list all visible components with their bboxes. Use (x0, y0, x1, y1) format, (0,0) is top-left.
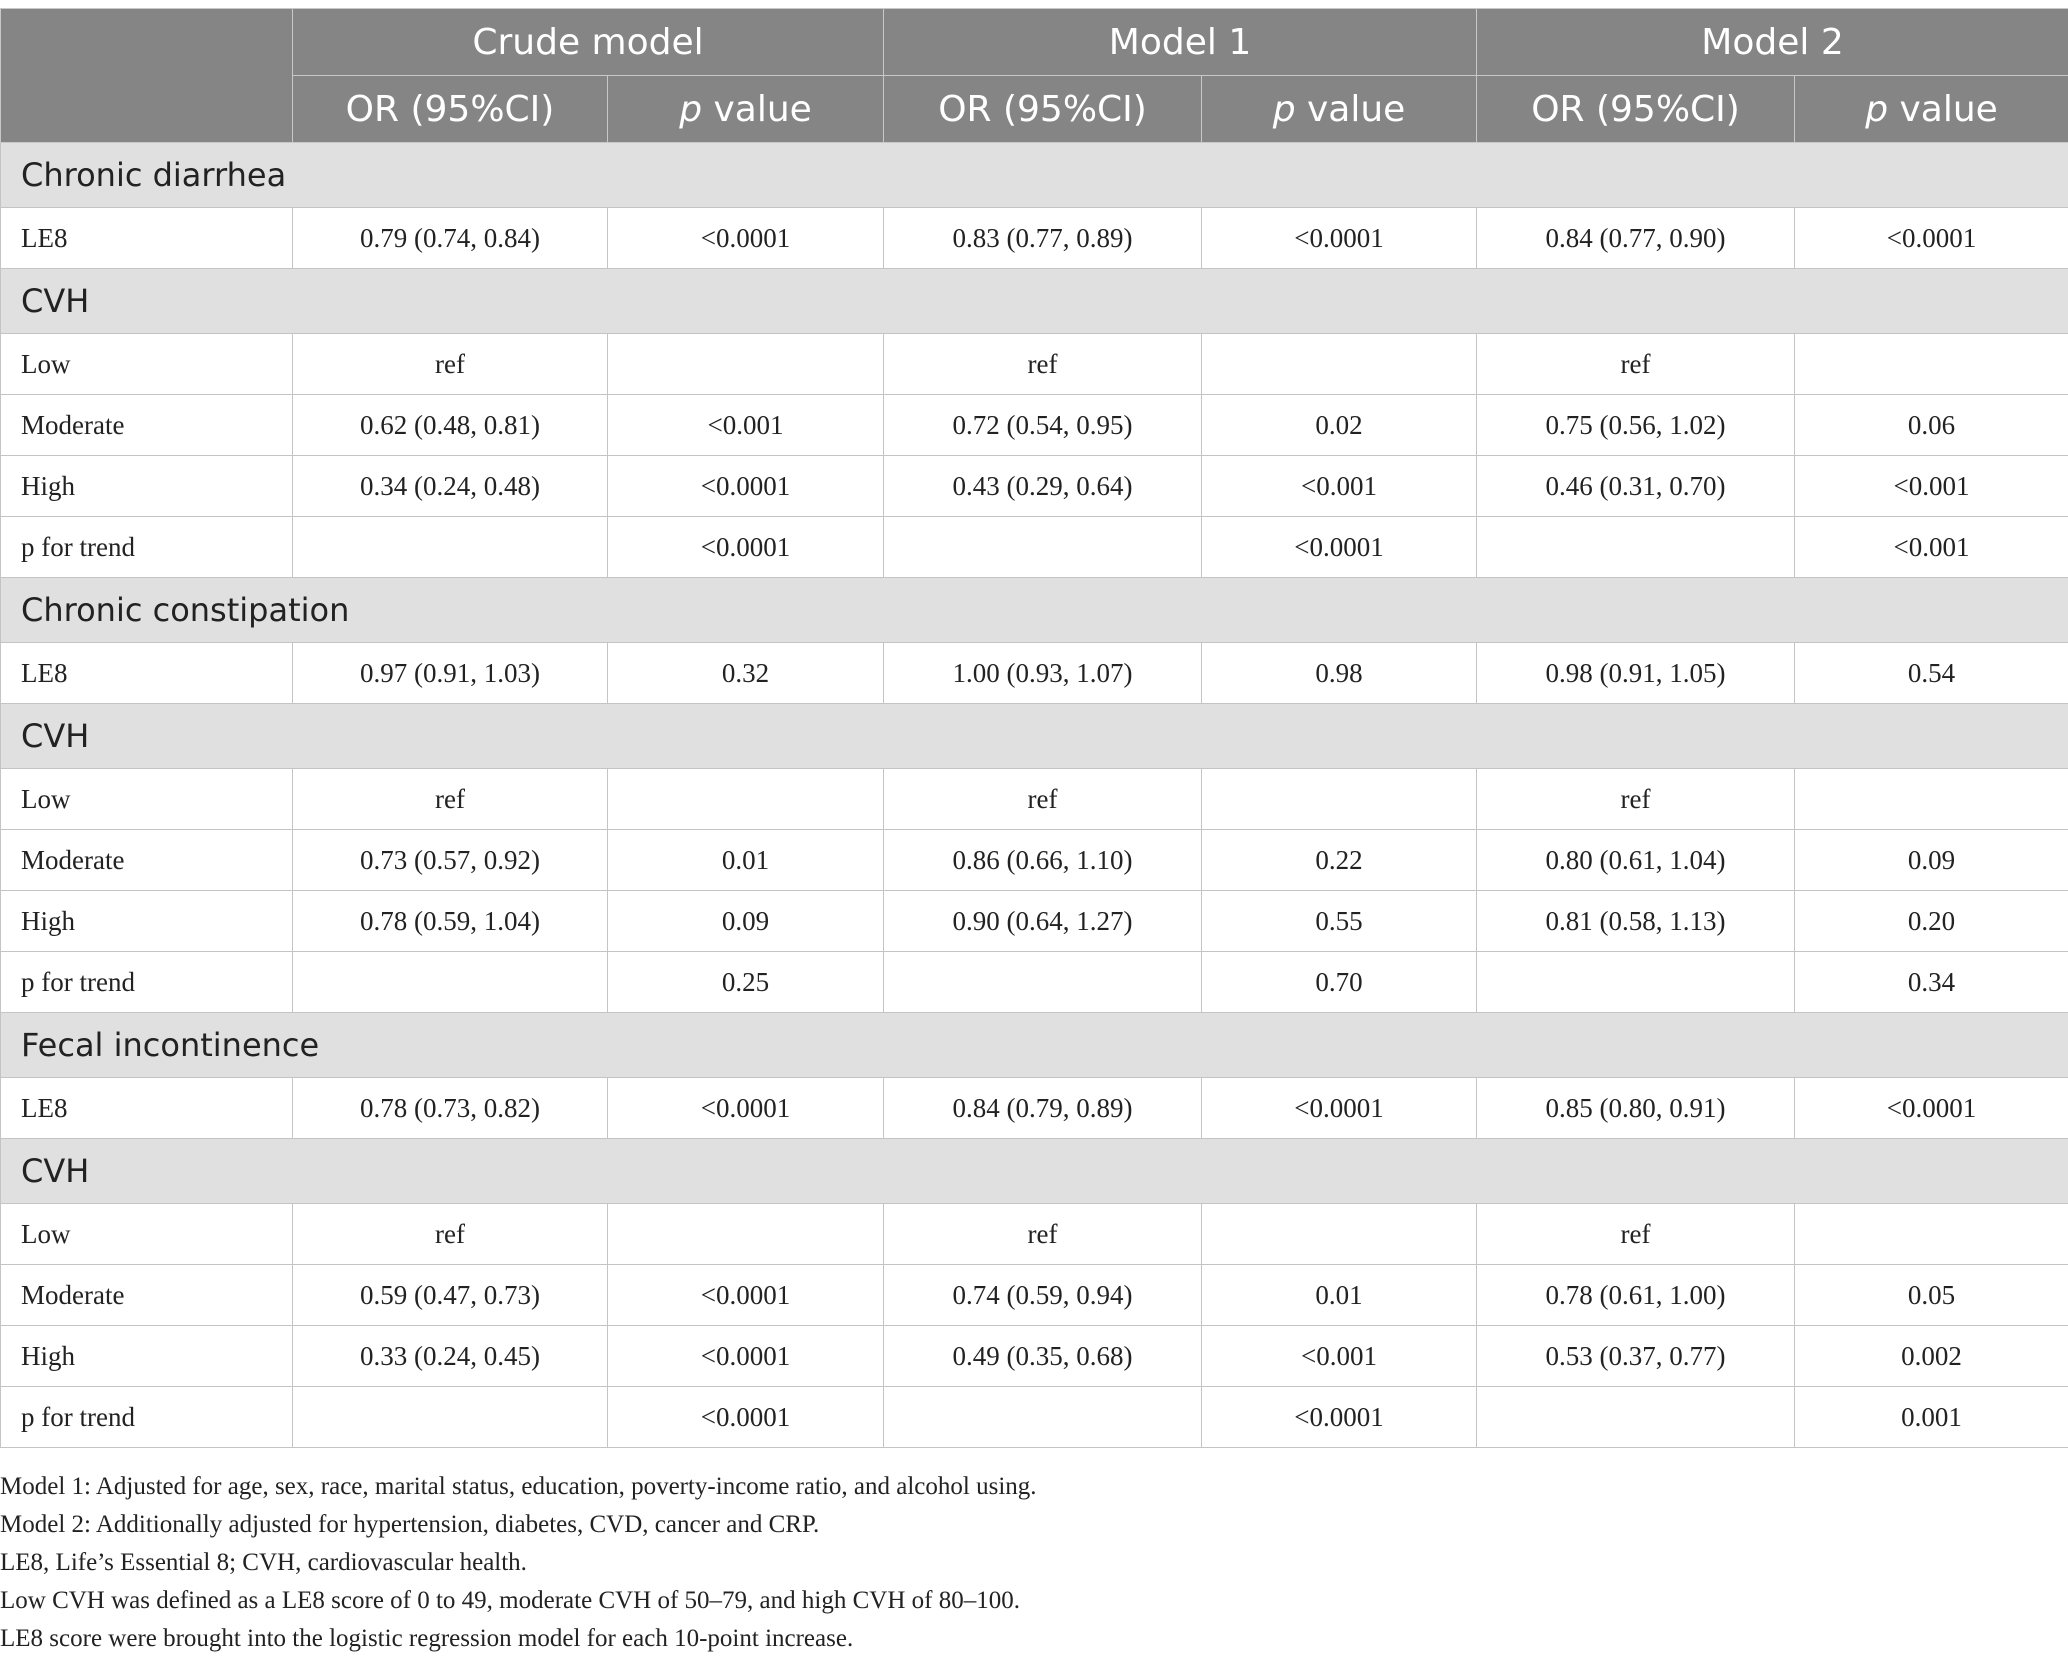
header-model-2: Model 2 (1477, 9, 2068, 76)
p-value-cell: 0.32 (608, 643, 884, 704)
section-row (1, 1139, 2068, 1204)
section-title: Chronic diarrhea (1, 143, 2068, 208)
header-crude-model: Crude model (293, 9, 884, 76)
p-value-cell: 0.54 (1795, 643, 2068, 704)
header-or-ci: OR (95%CI) (884, 76, 1202, 143)
or-ci-cell: 0.90 (0.64, 1.27) (884, 891, 1202, 952)
header-or-ci: OR (95%CI) (293, 76, 608, 143)
table-row (1, 952, 2068, 1013)
section-title: CVH (1, 269, 2068, 334)
or-ci-cell: 0.97 (0.91, 1.03) (293, 643, 608, 704)
header-p-value (608, 76, 884, 143)
p-value-cell: 0.55 (1202, 891, 1477, 952)
or-ci-cell (1477, 1387, 1795, 1448)
p-value-cell (1795, 334, 2068, 395)
table-row (1, 769, 2068, 830)
p-value-cell: 0.05 (1795, 1265, 2068, 1326)
header-p-rest: value (1295, 88, 1406, 130)
table-row (1, 456, 2068, 517)
row-label: High (1, 1326, 293, 1387)
header-p-rest: value (1888, 88, 1998, 130)
p-value-cell: 0.70 (1202, 952, 1477, 1013)
table-row (1, 1326, 2068, 1387)
table-body (1, 143, 2068, 1448)
or-ci-cell: ref (293, 769, 608, 830)
or-ci-cell (884, 952, 1202, 1013)
table-row (1, 830, 2068, 891)
section-title: Chronic constipation (1, 578, 2068, 643)
row-label: High (1, 456, 293, 517)
or-ci-cell: 0.78 (0.59, 1.04) (293, 891, 608, 952)
or-ci-cell: 0.73 (0.57, 0.92) (293, 830, 608, 891)
or-ci-cell (1477, 952, 1795, 1013)
section-row (1, 269, 2068, 334)
p-value-cell: <0.0001 (1202, 208, 1477, 269)
table-row (1, 334, 2068, 395)
or-ci-cell: 0.43 (0.29, 0.64) (884, 456, 1202, 517)
p-value-cell: 0.25 (608, 952, 884, 1013)
or-ci-cell: 0.78 (0.73, 0.82) (293, 1078, 608, 1139)
or-ci-cell (884, 517, 1202, 578)
p-value-cell: <0.0001 (608, 1265, 884, 1326)
footnote: Model 1: Adjusted for age, sex, race, marital status, education, poverty-income ratio, and alcohol using. (0, 1473, 1037, 1500)
or-ci-cell: 0.53 (0.37, 0.77) (1477, 1326, 1795, 1387)
row-label: Moderate (1, 395, 293, 456)
or-ci-cell (293, 1387, 608, 1448)
or-ci-cell: 0.85 (0.80, 0.91) (1477, 1078, 1795, 1139)
p-value-cell: 0.02 (1202, 395, 1477, 456)
p-value-cell: 0.22 (1202, 830, 1477, 891)
row-label: LE8 (1, 1078, 293, 1139)
or-ci-cell: 0.80 (0.61, 1.04) (1477, 830, 1795, 891)
or-ci-cell: ref (293, 334, 608, 395)
table-row (1, 1078, 2068, 1139)
p-value-cell: <0.001 (1202, 456, 1477, 517)
header-p-value (1202, 76, 1477, 143)
p-value-cell: <0.0001 (608, 1326, 884, 1387)
header-p-italic: p (1865, 88, 1889, 130)
section-title: CVH (1, 1139, 2068, 1204)
p-value-cell (1795, 1204, 2068, 1265)
or-ci-cell (884, 1387, 1202, 1448)
or-ci-cell: 0.98 (0.91, 1.05) (1477, 643, 1795, 704)
row-label: LE8 (1, 643, 293, 704)
p-value-cell: <0.0001 (1202, 1078, 1477, 1139)
header-p-italic: p (1272, 88, 1296, 130)
table-row (1, 517, 2068, 578)
or-ci-cell: 0.84 (0.77, 0.90) (1477, 208, 1795, 269)
p-value-cell: 0.09 (1795, 830, 2068, 891)
or-ci-cell (1477, 517, 1795, 578)
footnote: LE8, Life’s Essential 8; CVH, cardiovascular health. (0, 1549, 527, 1576)
or-ci-cell: 0.49 (0.35, 0.68) (884, 1326, 1202, 1387)
p-value-cell: 0.34 (1795, 952, 2068, 1013)
or-ci-cell: 0.74 (0.59, 0.94) (884, 1265, 1202, 1326)
or-ci-cell: ref (293, 1204, 608, 1265)
header-or-ci: OR (95%CI) (1477, 76, 1795, 143)
or-ci-cell: 0.79 (0.74, 0.84) (293, 208, 608, 269)
or-ci-cell: 0.75 (0.56, 1.02) (1477, 395, 1795, 456)
or-ci-cell: 0.62 (0.48, 0.81) (293, 395, 608, 456)
row-label: Moderate (1, 830, 293, 891)
row-label: p for trend (1, 952, 293, 1013)
row-label: Low (1, 1204, 293, 1265)
row-label: Moderate (1, 1265, 293, 1326)
or-ci-cell: ref (1477, 1204, 1795, 1265)
header-p-value (1795, 76, 2068, 143)
p-value-cell: <0.0001 (1202, 1387, 1477, 1448)
p-value-cell: <0.0001 (1202, 517, 1477, 578)
odds-ratio-table (0, 8, 2068, 1448)
p-value-cell: <0.0001 (1795, 1078, 2068, 1139)
or-ci-cell: ref (884, 334, 1202, 395)
p-value-cell: 0.09 (608, 891, 884, 952)
p-value-cell (608, 334, 884, 395)
p-value-cell: <0.001 (1795, 517, 2068, 578)
or-ci-cell: ref (1477, 769, 1795, 830)
or-ci-cell: ref (1477, 334, 1795, 395)
section-title: Fecal incontinence (1, 1013, 2068, 1078)
table-row (1, 643, 2068, 704)
table-row (1, 1265, 2068, 1326)
row-label: LE8 (1, 208, 293, 269)
or-ci-cell: 0.46 (0.31, 0.70) (1477, 456, 1795, 517)
section-title: CVH (1, 704, 2068, 769)
p-value-cell (1202, 334, 1477, 395)
header-model-1: Model 1 (884, 9, 1477, 76)
or-ci-cell: 0.59 (0.47, 0.73) (293, 1265, 608, 1326)
row-label: High (1, 891, 293, 952)
footnote: Model 2: Additionally adjusted for hypertension, diabetes, CVD, cancer and CRP. (0, 1511, 820, 1538)
or-ci-cell: ref (884, 769, 1202, 830)
p-value-cell (1202, 769, 1477, 830)
or-ci-cell (293, 952, 608, 1013)
p-value-cell: 0.06 (1795, 395, 2068, 456)
row-label: Low (1, 334, 293, 395)
row-label: p for trend (1, 517, 293, 578)
p-value-cell (1795, 769, 2068, 830)
or-ci-cell (293, 517, 608, 578)
or-ci-cell: 1.00 (0.93, 1.07) (884, 643, 1202, 704)
or-ci-cell: 0.86 (0.66, 1.10) (884, 830, 1202, 891)
footnote: Low CVH was defined as a LE8 score of 0 to 49, moderate CVH of 50–79, and high CVH of 80–100. (0, 1587, 1020, 1614)
or-ci-cell: 0.33 (0.24, 0.45) (293, 1326, 608, 1387)
p-value-cell: <0.001 (1795, 456, 2068, 517)
p-value-cell: 0.98 (1202, 643, 1477, 704)
p-value-cell: <0.0001 (608, 1078, 884, 1139)
section-row (1, 143, 2068, 208)
p-value-cell: 0.01 (608, 830, 884, 891)
section-row (1, 1013, 2068, 1078)
corner-header (1, 9, 293, 143)
table-footnotes (0, 1468, 2068, 1658)
table-row (1, 395, 2068, 456)
table-row (1, 891, 2068, 952)
p-value-cell (608, 769, 884, 830)
or-ci-cell: 0.81 (0.58, 1.13) (1477, 891, 1795, 952)
table-header (1, 9, 2068, 143)
or-ci-cell: ref (884, 1204, 1202, 1265)
p-value-cell: <0.0001 (608, 517, 884, 578)
p-value-cell: <0.001 (608, 395, 884, 456)
p-value-cell: 0.01 (1202, 1265, 1477, 1326)
p-value-cell: 0.002 (1795, 1326, 2068, 1387)
p-value-cell: 0.001 (1795, 1387, 2068, 1448)
p-value-cell: <0.0001 (608, 456, 884, 517)
or-ci-cell: 0.72 (0.54, 0.95) (884, 395, 1202, 456)
or-ci-cell: 0.78 (0.61, 1.00) (1477, 1265, 1795, 1326)
footnote: LE8 score were brought into the logistic regression model for each 10-point increase. (0, 1625, 854, 1652)
p-value-cell: 0.20 (1795, 891, 2068, 952)
section-row (1, 704, 2068, 769)
p-value-cell (1202, 1204, 1477, 1265)
table-row (1, 1204, 2068, 1265)
section-row (1, 578, 2068, 643)
or-ci-cell: 0.83 (0.77, 0.89) (884, 208, 1202, 269)
table-row (1, 1387, 2068, 1448)
p-value-cell: <0.0001 (608, 1387, 884, 1448)
header-p-italic: p (679, 88, 703, 130)
or-ci-cell: 0.84 (0.79, 0.89) (884, 1078, 1202, 1139)
or-ci-cell: 0.34 (0.24, 0.48) (293, 456, 608, 517)
table-row (1, 208, 2068, 269)
header-p-rest: value (702, 88, 812, 130)
p-value-cell: <0.001 (1202, 1326, 1477, 1387)
p-value-cell: <0.0001 (1795, 208, 2068, 269)
row-label: p for trend (1, 1387, 293, 1448)
row-label: Low (1, 769, 293, 830)
p-value-cell: <0.0001 (608, 208, 884, 269)
p-value-cell (608, 1204, 884, 1265)
